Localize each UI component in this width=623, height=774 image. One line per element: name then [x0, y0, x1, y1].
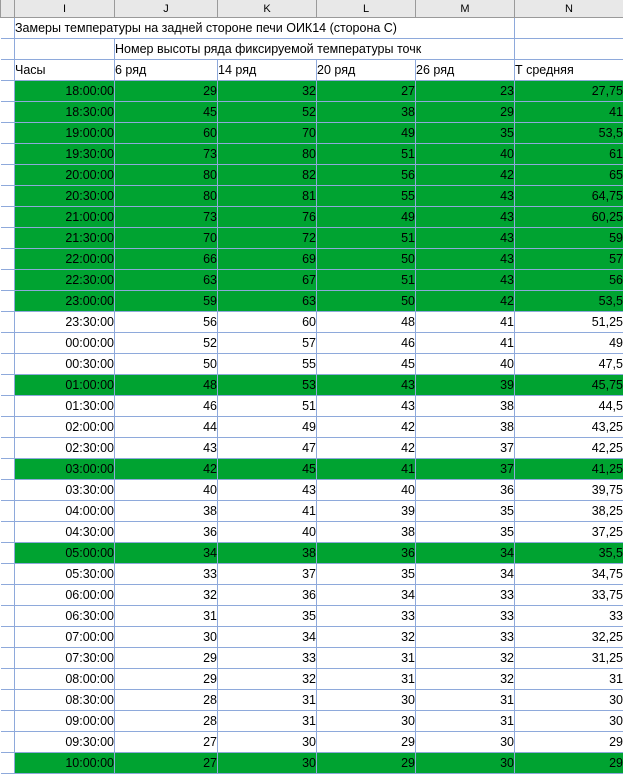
- table-cell-r6[interactable]: 38: [115, 501, 218, 522]
- table-cell-r6[interactable]: 73: [115, 207, 218, 228]
- table-cell-r14[interactable]: 30: [218, 732, 317, 753]
- table-cell-time[interactable]: 08:30:00: [15, 690, 115, 711]
- table-cell-r20[interactable]: 32: [317, 627, 416, 648]
- table-row[interactable]: [1, 711, 623, 732]
- table-cell-avg[interactable]: 53,5: [515, 123, 623, 144]
- row-header[interactable]: [1, 480, 15, 501]
- table-cell-r26[interactable]: 30: [416, 753, 515, 774]
- table-cell-avg[interactable]: 43,25: [515, 417, 623, 438]
- table-cell-time[interactable]: 10:00:00: [15, 753, 115, 774]
- table-row[interactable]: [1, 543, 623, 564]
- table-row[interactable]: [1, 501, 623, 522]
- table-cell-r26[interactable]: 34: [416, 564, 515, 585]
- table-row[interactable]: [1, 81, 623, 102]
- table-row[interactable]: [1, 207, 623, 228]
- table-cell-time[interactable]: 09:00:00: [15, 711, 115, 732]
- row-header[interactable]: [1, 564, 15, 585]
- table-cell-time[interactable]: 01:30:00: [15, 396, 115, 417]
- table-cell-r26[interactable]: 38: [416, 396, 515, 417]
- subtitle-row: [1, 39, 623, 60]
- row-header[interactable]: [1, 606, 15, 627]
- table-cell-r14[interactable]: 32: [218, 81, 317, 102]
- row-header[interactable]: [1, 543, 15, 564]
- table-cell-r6[interactable]: 59: [115, 291, 218, 312]
- table-row[interactable]: [1, 102, 623, 123]
- table-cell-r14[interactable]: 34: [218, 627, 317, 648]
- table-row[interactable]: [1, 354, 623, 375]
- table-cell-avg[interactable]: 56: [515, 270, 623, 291]
- table-cell-r20[interactable]: 39: [317, 501, 416, 522]
- table-cell-r20[interactable]: 43: [317, 375, 416, 396]
- table-row[interactable]: [1, 585, 623, 606]
- table-cell-time[interactable]: 22:30:00: [15, 270, 115, 291]
- table-cell-time[interactable]: 09:30:00: [15, 732, 115, 753]
- table-header-cell[interactable]: Часы: [15, 60, 115, 81]
- table-header-cell[interactable]: 14 ряд: [218, 60, 317, 81]
- row-header[interactable]: [1, 354, 15, 375]
- table-cell-avg[interactable]: 49: [515, 333, 623, 354]
- table-cell-r6[interactable]: 46: [115, 396, 218, 417]
- column-header-n[interactable]: N: [515, 0, 623, 18]
- row-header[interactable]: [1, 585, 15, 606]
- table-cell-time[interactable]: 07:00:00: [15, 627, 115, 648]
- table-header-cell[interactable]: Т средняя: [515, 60, 623, 81]
- table-cell-r14[interactable]: 33: [218, 648, 317, 669]
- row-header[interactable]: [1, 753, 15, 774]
- row-header[interactable]: [1, 375, 15, 396]
- table-cell-avg[interactable]: 34,75: [515, 564, 623, 585]
- table-row[interactable]: [1, 123, 623, 144]
- table-cell-time[interactable]: 05:00:00: [15, 543, 115, 564]
- table-row[interactable]: [1, 459, 623, 480]
- row-header[interactable]: [1, 270, 15, 291]
- table-cell-avg[interactable]: 57: [515, 249, 623, 270]
- table-cell-r26[interactable]: 33: [416, 606, 515, 627]
- table-cell-r6[interactable]: 29: [115, 669, 218, 690]
- table-cell-r14[interactable]: 69: [218, 249, 317, 270]
- empty-cell[interactable]: [15, 39, 115, 60]
- table-cell-r20[interactable]: 34: [317, 585, 416, 606]
- table-cell-r26[interactable]: 35: [416, 522, 515, 543]
- row-header[interactable]: [1, 669, 15, 690]
- table-cell-r6[interactable]: 27: [115, 753, 218, 774]
- table-cell-time[interactable]: 04:30:00: [15, 522, 115, 543]
- table-cell-avg[interactable]: 65: [515, 165, 623, 186]
- table-cell-time[interactable]: 02:00:00: [15, 417, 115, 438]
- table-cell-avg[interactable]: 30: [515, 711, 623, 732]
- row-header[interactable]: [1, 711, 15, 732]
- table-row[interactable]: [1, 417, 623, 438]
- row-header[interactable]: [1, 438, 15, 459]
- table-cell-avg[interactable]: 29: [515, 753, 623, 774]
- table-cell-r14[interactable]: 45: [218, 459, 317, 480]
- table-cell-time[interactable]: 02:30:00: [15, 438, 115, 459]
- table-cell-r20[interactable]: 40: [317, 480, 416, 501]
- table-cell-r14[interactable]: 49: [218, 417, 317, 438]
- row-header[interactable]: [1, 123, 15, 144]
- table-cell-r6[interactable]: 29: [115, 81, 218, 102]
- table-cell-r26[interactable]: 38: [416, 417, 515, 438]
- row-header[interactable]: [1, 165, 15, 186]
- table-cell-r6[interactable]: 34: [115, 543, 218, 564]
- table-cell-avg[interactable]: 33,75: [515, 585, 623, 606]
- table-cell-avg[interactable]: 64,75: [515, 186, 623, 207]
- table-cell-r26[interactable]: 34: [416, 543, 515, 564]
- table-cell-r26[interactable]: 43: [416, 249, 515, 270]
- table-cell-r14[interactable]: 57: [218, 333, 317, 354]
- table-cell-r20[interactable]: 50: [317, 249, 416, 270]
- table-cell-time[interactable]: 07:30:00: [15, 648, 115, 669]
- table-cell-avg[interactable]: 44,5: [515, 396, 623, 417]
- row-header[interactable]: [1, 396, 15, 417]
- table-cell-r14[interactable]: 53: [218, 375, 317, 396]
- table-cell-avg[interactable]: 37,25: [515, 522, 623, 543]
- table-cell-r20[interactable]: 27: [317, 81, 416, 102]
- table-cell-r6[interactable]: 73: [115, 144, 218, 165]
- table-cell-time[interactable]: 03:00:00: [15, 459, 115, 480]
- table-cell-time[interactable]: 18:00:00: [15, 81, 115, 102]
- row-header[interactable]: [1, 144, 15, 165]
- table-cell-r14[interactable]: 41: [218, 501, 317, 522]
- table-cell-r20[interactable]: 29: [317, 753, 416, 774]
- table-header-cell[interactable]: 6 ряд: [115, 60, 218, 81]
- table-row[interactable]: [1, 606, 623, 627]
- table-cell-r20[interactable]: 50: [317, 291, 416, 312]
- table-cell-r20[interactable]: 38: [317, 102, 416, 123]
- table-cell-time[interactable]: 22:00:00: [15, 249, 115, 270]
- table-cell-r6[interactable]: 33: [115, 564, 218, 585]
- table-cell-r14[interactable]: 32: [218, 669, 317, 690]
- table-cell-r6[interactable]: 40: [115, 480, 218, 501]
- table-cell-r26[interactable]: 32: [416, 648, 515, 669]
- table-cell-r6[interactable]: 50: [115, 354, 218, 375]
- table-cell-r14[interactable]: 82: [218, 165, 317, 186]
- table-cell-r6[interactable]: 31: [115, 606, 218, 627]
- table-cell-avg[interactable]: 41: [515, 102, 623, 123]
- title-row: [1, 18, 623, 39]
- table-cell-r20[interactable]: 42: [317, 417, 416, 438]
- table-cell-r20[interactable]: 30: [317, 690, 416, 711]
- table-cell-r20[interactable]: 46: [317, 333, 416, 354]
- table-cell-r14[interactable]: 30: [218, 753, 317, 774]
- table-cell-avg[interactable]: 51,25: [515, 312, 623, 333]
- table-cell-time[interactable]: 04:00:00: [15, 501, 115, 522]
- table-cell-r6[interactable]: 60: [115, 123, 218, 144]
- table-cell-avg[interactable]: 45,75: [515, 375, 623, 396]
- table-cell-avg[interactable]: 30: [515, 690, 623, 711]
- table-cell-r14[interactable]: 72: [218, 228, 317, 249]
- table-cell-r6[interactable]: 48: [115, 375, 218, 396]
- table-cell-avg[interactable]: 35,5: [515, 543, 623, 564]
- sheet-title[interactable]: [15, 18, 515, 39]
- row-header[interactable]: [1, 291, 15, 312]
- table-cell-r14[interactable]: 31: [218, 690, 317, 711]
- table-cell-r26[interactable]: 43: [416, 270, 515, 291]
- table-cell-r26[interactable]: 42: [416, 165, 515, 186]
- table-cell-r26[interactable]: 30: [416, 732, 515, 753]
- table-cell-time[interactable]: 00:30:00: [15, 354, 115, 375]
- table-cell-r26[interactable]: 42: [416, 291, 515, 312]
- table-cell-r20[interactable]: 35: [317, 564, 416, 585]
- table-header-cell[interactable]: 26 ряд: [416, 60, 515, 81]
- table-cell-r6[interactable]: 63: [115, 270, 218, 291]
- table-cell-r26[interactable]: 31: [416, 711, 515, 732]
- column-header-i[interactable]: I: [15, 0, 115, 18]
- table-cell-r20[interactable]: 31: [317, 648, 416, 669]
- table-cell-r26[interactable]: 40: [416, 354, 515, 375]
- table-cell-r26[interactable]: 23: [416, 81, 515, 102]
- table-cell-r14[interactable]: 43: [218, 480, 317, 501]
- table-row[interactable]: [1, 669, 623, 690]
- table-row[interactable]: [1, 144, 623, 165]
- table-cell-r26[interactable]: 33: [416, 585, 515, 606]
- table-cell-r14[interactable]: 51: [218, 396, 317, 417]
- table-cell-r6[interactable]: 27: [115, 732, 218, 753]
- table-cell-r6[interactable]: 29: [115, 648, 218, 669]
- table-cell-r6[interactable]: 28: [115, 690, 218, 711]
- table-cell-r26[interactable]: 37: [416, 459, 515, 480]
- table-cell-r26[interactable]: 40: [416, 144, 515, 165]
- table-cell-r14[interactable]: 47: [218, 438, 317, 459]
- table-cell-r26[interactable]: 39: [416, 375, 515, 396]
- table-cell-r6[interactable]: 80: [115, 186, 218, 207]
- table-cell-time[interactable]: 01:00:00: [15, 375, 115, 396]
- table-cell-r26[interactable]: 41: [416, 333, 515, 354]
- table-cell-r26[interactable]: 37: [416, 438, 515, 459]
- table-cell-r20[interactable]: 38: [317, 522, 416, 543]
- table-cell-r20[interactable]: 51: [317, 228, 416, 249]
- row-header[interactable]: [1, 228, 15, 249]
- table-cell-r6[interactable]: 28: [115, 711, 218, 732]
- table-row[interactable]: [1, 648, 623, 669]
- table-cell-r20[interactable]: 36: [317, 543, 416, 564]
- table-cell-r14[interactable]: 40: [218, 522, 317, 543]
- table-row[interactable]: [1, 228, 623, 249]
- column-header-l[interactable]: L: [317, 0, 416, 18]
- table-row[interactable]: [1, 165, 623, 186]
- table-row[interactable]: [1, 627, 623, 648]
- table-cell-avg[interactable]: 33: [515, 606, 623, 627]
- table-cell-time[interactable]: 23:30:00: [15, 312, 115, 333]
- column-header-row: [1, 0, 623, 18]
- table-cell-time[interactable]: 06:00:00: [15, 585, 115, 606]
- table-row[interactable]: [1, 291, 623, 312]
- table-cell-r14[interactable]: 63: [218, 291, 317, 312]
- table-cell-avg[interactable]: 61: [515, 144, 623, 165]
- table-cell-r20[interactable]: 51: [317, 270, 416, 291]
- table-cell-r6[interactable]: 44: [115, 417, 218, 438]
- table-row[interactable]: [1, 690, 623, 711]
- table-row[interactable]: [1, 732, 623, 753]
- table-cell-r26[interactable]: 35: [416, 501, 515, 522]
- table-cell-r20[interactable]: 33: [317, 606, 416, 627]
- table-cell-r6[interactable]: 32: [115, 585, 218, 606]
- row-header[interactable]: [1, 186, 15, 207]
- table-cell-time[interactable]: 05:30:00: [15, 564, 115, 585]
- table-row[interactable]: [1, 270, 623, 291]
- row-header[interactable]: [1, 459, 15, 480]
- table-cell-avg[interactable]: 38,25: [515, 501, 623, 522]
- row-header[interactable]: [1, 627, 15, 648]
- sheet-subtitle-text: Номер высоты ряда фиксируемой температуры точк: [115, 42, 514, 56]
- table-cell-r14[interactable]: 60: [218, 312, 317, 333]
- table-cell-r14[interactable]: 37: [218, 564, 317, 585]
- table-cell-r6[interactable]: 66: [115, 249, 218, 270]
- table-header-cell[interactable]: 20 ряд: [317, 60, 416, 81]
- table-cell-avg[interactable]: 47,5: [515, 354, 623, 375]
- sheet-title-text: Замеры температуры на задней стороне печи ОИК14 (сторона С): [15, 21, 514, 35]
- table-row[interactable]: [1, 375, 623, 396]
- table-cell-r20[interactable]: 30: [317, 711, 416, 732]
- table-cell-r14[interactable]: 81: [218, 186, 317, 207]
- table-cell-r20[interactable]: 42: [317, 438, 416, 459]
- table-cell-r14[interactable]: 31: [218, 711, 317, 732]
- table-row[interactable]: [1, 186, 623, 207]
- table-cell-r26[interactable]: 33: [416, 627, 515, 648]
- table-cell-r6[interactable]: 42: [115, 459, 218, 480]
- table-cell-r26[interactable]: 43: [416, 186, 515, 207]
- row-header[interactable]: [1, 39, 15, 60]
- row-header[interactable]: [1, 522, 15, 543]
- table-cell-r14[interactable]: 76: [218, 207, 317, 228]
- table-row[interactable]: [1, 522, 623, 543]
- table-cell-r14[interactable]: 80: [218, 144, 317, 165]
- table-row[interactable]: [1, 312, 623, 333]
- table-cell-time[interactable]: 18:30:00: [15, 102, 115, 123]
- table-cell-r6[interactable]: 52: [115, 333, 218, 354]
- table-cell-r20[interactable]: 56: [317, 165, 416, 186]
- row-header[interactable]: [1, 648, 15, 669]
- table-cell-r20[interactable]: 41: [317, 459, 416, 480]
- table-row[interactable]: [1, 333, 623, 354]
- table-cell-r20[interactable]: 51: [317, 144, 416, 165]
- table-cell-r14[interactable]: 70: [218, 123, 317, 144]
- row-header[interactable]: [1, 690, 15, 711]
- table-cell-avg[interactable]: 41,25: [515, 459, 623, 480]
- table-header-row: [1, 60, 623, 81]
- table-row[interactable]: [1, 564, 623, 585]
- table-cell-r20[interactable]: 49: [317, 123, 416, 144]
- table-cell-r6[interactable]: 56: [115, 312, 218, 333]
- row-header[interactable]: [1, 102, 15, 123]
- column-header-j[interactable]: J: [115, 0, 218, 18]
- table-cell-r26[interactable]: 35: [416, 123, 515, 144]
- table-cell-time[interactable]: 21:00:00: [15, 207, 115, 228]
- table-row[interactable]: [1, 396, 623, 417]
- table-cell-r26[interactable]: 31: [416, 690, 515, 711]
- table-row[interactable]: [1, 753, 623, 774]
- column-header-k[interactable]: K: [218, 0, 317, 18]
- row-header[interactable]: [1, 18, 15, 39]
- row-header[interactable]: [1, 417, 15, 438]
- table-cell-time[interactable]: 23:00:00: [15, 291, 115, 312]
- table-cell-avg[interactable]: 29: [515, 732, 623, 753]
- table-row[interactable]: [1, 480, 623, 501]
- row-header[interactable]: [1, 732, 15, 753]
- table-cell-avg[interactable]: 31: [515, 669, 623, 690]
- table-cell-r26[interactable]: 36: [416, 480, 515, 501]
- table-cell-r6[interactable]: 70: [115, 228, 218, 249]
- table-cell-r6[interactable]: 30: [115, 627, 218, 648]
- table-row[interactable]: [1, 249, 623, 270]
- table-cell-time[interactable]: 20:30:00: [15, 186, 115, 207]
- table-cell-time[interactable]: 06:30:00: [15, 606, 115, 627]
- row-header[interactable]: [1, 81, 15, 102]
- table-cell-time[interactable]: 19:30:00: [15, 144, 115, 165]
- empty-cell[interactable]: [515, 39, 623, 60]
- table-cell-r26[interactable]: 41: [416, 312, 515, 333]
- table-cell-avg[interactable]: 39,75: [515, 480, 623, 501]
- table-cell-r20[interactable]: 29: [317, 732, 416, 753]
- row-header[interactable]: [1, 207, 15, 228]
- table-cell-r14[interactable]: 52: [218, 102, 317, 123]
- table-cell-r26[interactable]: 43: [416, 207, 515, 228]
- table-cell-avg[interactable]: 32,25: [515, 627, 623, 648]
- table-cell-r6[interactable]: 80: [115, 165, 218, 186]
- table-cell-r26[interactable]: 29: [416, 102, 515, 123]
- table-cell-r20[interactable]: 43: [317, 396, 416, 417]
- table-cell-time[interactable]: 03:30:00: [15, 480, 115, 501]
- table-cell-r20[interactable]: 48: [317, 312, 416, 333]
- table-cell-r20[interactable]: 45: [317, 354, 416, 375]
- row-header[interactable]: [1, 60, 15, 81]
- table-cell-r14[interactable]: 36: [218, 585, 317, 606]
- table-cell-r26[interactable]: 43: [416, 228, 515, 249]
- table-cell-r20[interactable]: 55: [317, 186, 416, 207]
- table-cell-r20[interactable]: 49: [317, 207, 416, 228]
- table-cell-avg[interactable]: 53,5: [515, 291, 623, 312]
- table-cell-r14[interactable]: 55: [218, 354, 317, 375]
- empty-cell[interactable]: [515, 18, 623, 39]
- table-cell-time[interactable]: 00:00:00: [15, 333, 115, 354]
- table-cell-avg[interactable]: 59: [515, 228, 623, 249]
- column-header-m[interactable]: M: [416, 0, 515, 18]
- table-cell-time[interactable]: 19:00:00: [15, 123, 115, 144]
- table-cell-avg[interactable]: 27,75: [515, 81, 623, 102]
- row-header[interactable]: [1, 501, 15, 522]
- row-header[interactable]: [1, 333, 15, 354]
- table-cell-r14[interactable]: 38: [218, 543, 317, 564]
- table-cell-time[interactable]: 08:00:00: [15, 669, 115, 690]
- sheet-subtitle[interactable]: [115, 39, 515, 60]
- table-cell-r26[interactable]: 32: [416, 669, 515, 690]
- table-cell-r6[interactable]: 45: [115, 102, 218, 123]
- row-header[interactable]: [1, 312, 15, 333]
- table-cell-time[interactable]: 21:30:00: [15, 228, 115, 249]
- table-cell-r14[interactable]: 35: [218, 606, 317, 627]
- table-cell-avg[interactable]: 60,25: [515, 207, 623, 228]
- table-cell-r14[interactable]: 67: [218, 270, 317, 291]
- table-cell-r20[interactable]: 31: [317, 669, 416, 690]
- table-cell-avg[interactable]: 31,25: [515, 648, 623, 669]
- table-row[interactable]: [1, 438, 623, 459]
- row-header[interactable]: [1, 249, 15, 270]
- grid-corner[interactable]: [1, 0, 15, 18]
- table-cell-r6[interactable]: 43: [115, 438, 218, 459]
- table-cell-avg[interactable]: 42,25: [515, 438, 623, 459]
- table-cell-r6[interactable]: 36: [115, 522, 218, 543]
- table-cell-time[interactable]: 20:00:00: [15, 165, 115, 186]
